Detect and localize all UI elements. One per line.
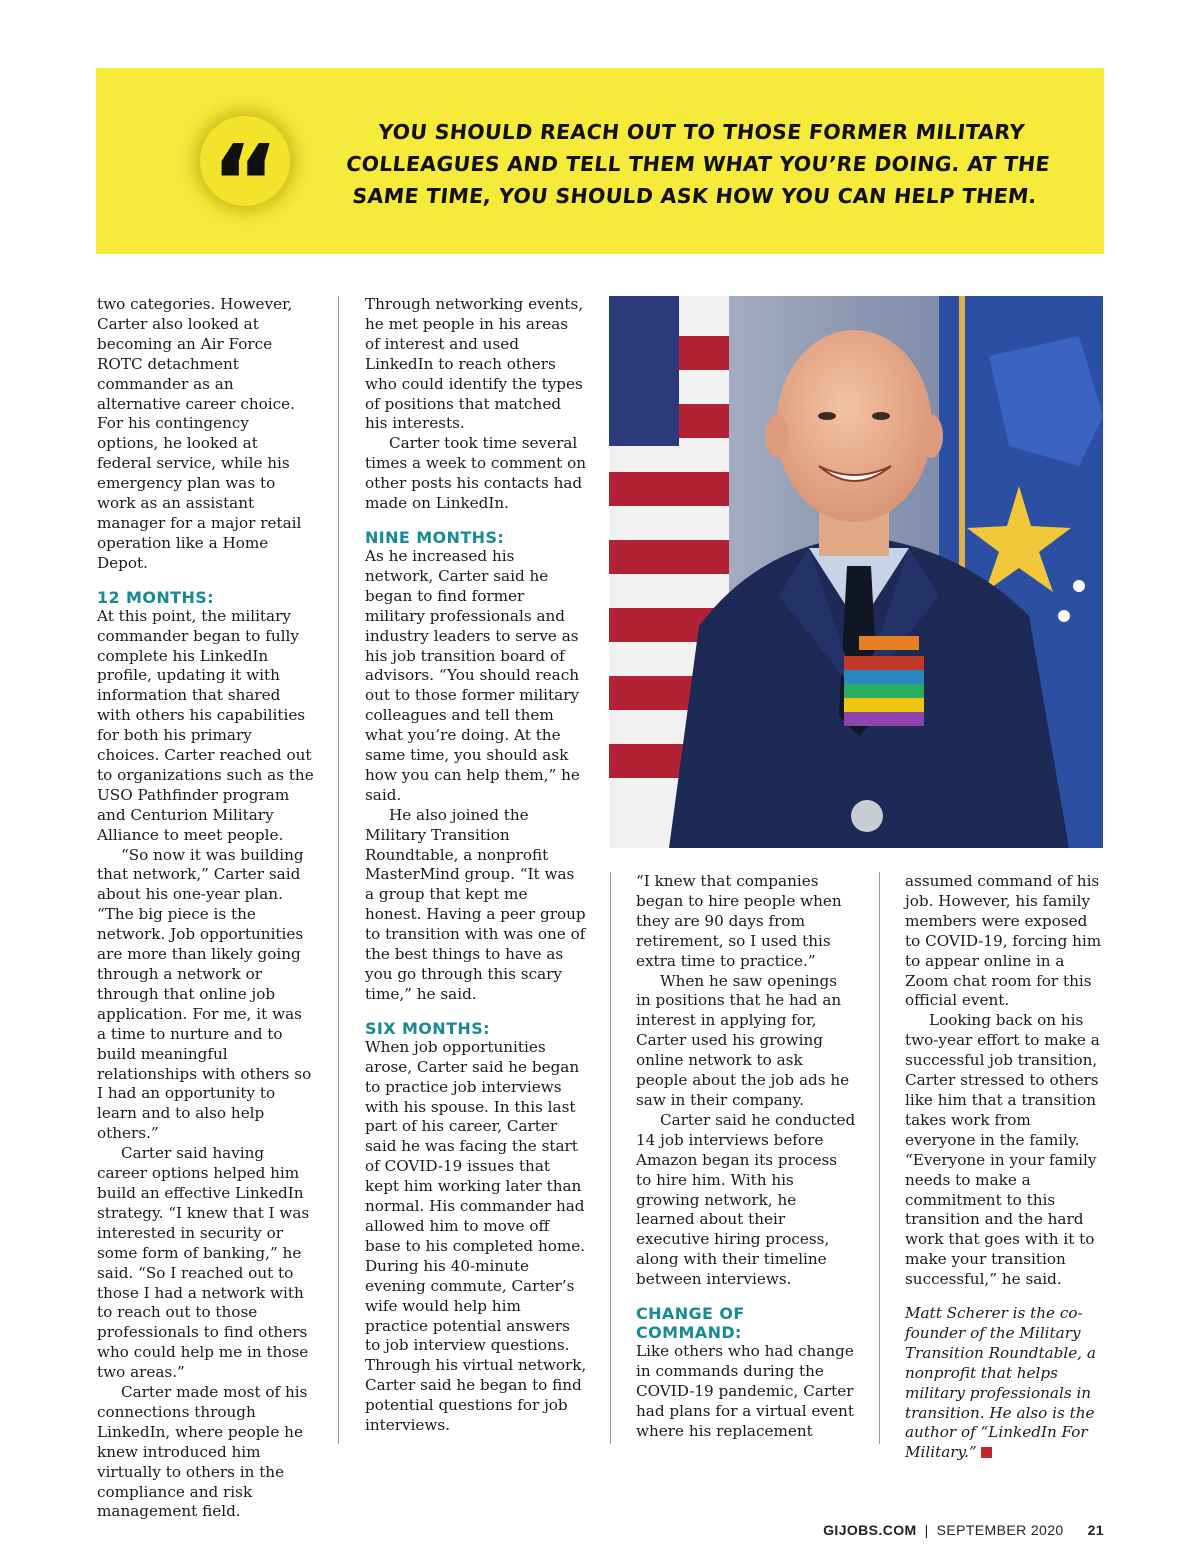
page-number: 21 <box>1087 1522 1104 1538</box>
article-column-4 <box>905 872 1105 1463</box>
paragraph: Carter took time several times a week to comment on other posts his contacts had made on LinkedIn. <box>365 434 587 513</box>
section-heading-12-months: 12 MONTHS: <box>97 587 214 607</box>
paragraph: When job opportunities arose, Carter said he began to practice job interviews with his spouse. In this last part of his career, Carter said he was facing the start of COVID-19 issues that kept him working later than normal. His commander had allowed him to move off base to his completed home. During his 40-minute evening commute, Carter’s wife would help him practice potential answers to job interview questions. Through his virtual network, Carter said he began to find potential questions for job interviews. <box>365 1037 587 1435</box>
section-heading-six-months: SIX MONTHS: <box>365 1018 490 1038</box>
section-heading-change-of-command: CHANGE OF COMMAND: <box>636 1304 745 1343</box>
page-footer <box>823 1522 1104 1538</box>
section-heading-nine-months: NINE MONTHS: <box>365 527 505 547</box>
footer-separator: | <box>924 1522 929 1538</box>
end-of-article-icon <box>981 1447 992 1458</box>
author-credit-text: Matt Scherer is the co-founder of the Military Transition Roundtable, a nonprofit that helps military professionals in transition. He also is the author of “LinkedIn For Military.” <box>905 1304 1096 1462</box>
paragraph: He also joined the Military Transition Roundtable, a nonprofit MasterMind group. “It was a group that kept me honest. Having a peer group to transition with was one of the best things to have as you go through this scary time,” he said. <box>365 805 586 1003</box>
article-column-2 <box>365 295 587 1436</box>
column-divider <box>610 872 611 1444</box>
paragraph: two categories. However, Carter also looked at becoming an Air Force ROTC detachment commander as an alternative career choice. For his contingency options, he looked at federal service, while his emergency plan was to work as an assistant manager for a major retail operation like a Home Depot. <box>97 295 302 572</box>
paragraph: At this point, the military commander began to fully complete his LinkedIn profile, updating it with information that shared with others his capabilities for both his primary choices. Carter reached out to organizations such as the USO Pathfinder program and Centurion Military Alliance to meet people. <box>97 606 314 844</box>
footer-issue: SEPTEMBER 2020 <box>936 1522 1064 1538</box>
footer-site: GIJOBS.COM <box>823 1522 917 1538</box>
portrait-photo <box>609 296 1103 848</box>
article-column-1 <box>97 295 315 1522</box>
paragraph: Looking back on his two-year effort to make a successful job transition, Carter stressed to others like him that a transition takes work from everyone in the family. “Everyone in your family needs to make a commitment to this transition and the hard work that goes with it to make your transition successful,” he said. <box>905 1011 1100 1289</box>
paragraph: “I knew that companies began to hire people when they are 90 days from retirement, so I used this extra time to practice.” <box>636 872 842 970</box>
paragraph: Carter made most of his connections through LinkedIn, where people he knew introduced him virtually to others in the compliance and risk management field. <box>97 1383 308 1521</box>
paragraph: assumed command of his job. However, his family members were exposed to COVID-19, forcing him to appear online in a Zoom chat room for this official event. <box>905 872 1102 1010</box>
quote-mark-icon: “ <box>210 122 280 244</box>
pull-quote-text: YOU SHOULD REACH OUT TO THOSE FORMER MILITARY COLLEAGUES AND TELL THEM WHAT YOU’RE DOING. AT THE SAME TIME, YOU SHOULD ASK HOW YOU CAN HELP THEM. <box>344 120 1052 208</box>
paragraph: Carter said he conducted 14 job interviews before Amazon began its process to hire him. With his growing network, he learned about their executive hiring process, along with their timeline between interviews. <box>636 1110 856 1289</box>
quote-badge <box>200 116 290 244</box>
paragraph: Like others who had change in commands during the COVID-19 pandemic, Carter had plans for a virtual event where his replacement <box>636 1342 854 1440</box>
paragraph: Carter said having career options helped him build an effective LinkedIn strategy. “I knew that I was interested in security or some form of banking,” he said. “So I reached out to those I had a network with to reach out to those professionals to find others who could help me in those two areas.” <box>97 1144 310 1382</box>
column-divider <box>338 296 339 1444</box>
paragraph: “So now it was building that network,” Carter said about his one-year plan. “The big piece is the network. Job opportunities are more than likely going through a network or through that online job application. For me, it was a time to nurture and to build meaningful relationships with others so I had an opportunity to learn and to also help others.” <box>97 845 312 1143</box>
column-divider <box>879 872 880 1444</box>
paragraph: Through networking events, he met people in his areas of interest and used LinkedIn to reach others who could identify the types of positions that matched his interests. <box>365 295 584 433</box>
pull-quote-box <box>96 68 1104 254</box>
article-column-3 <box>636 872 856 1442</box>
paragraph: When he saw openings in positions that he had an interest in applying for, Carter used his growing online network to ask people about the job ads he saw in their company. <box>636 971 850 1109</box>
paragraph: As he increased his network, Carter said he began to find former military professionals and industry leaders to serve as his job transition board of advisors. “You should reach out to those former military colleagues and tell them what you’re doing. At the same time, you should ask how you can help them,” he said. <box>365 546 580 804</box>
author-credit <box>905 1304 1105 1463</box>
